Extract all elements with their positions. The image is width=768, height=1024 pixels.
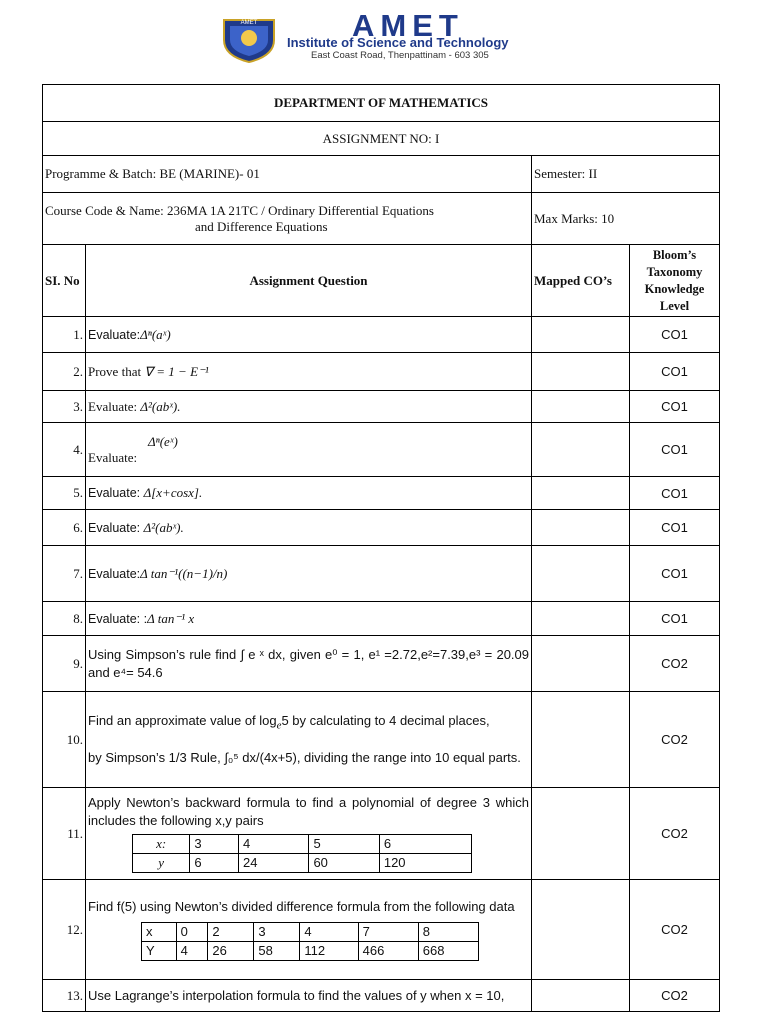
row-number: 8. <box>43 602 86 636</box>
table-cell: 466 <box>358 942 418 961</box>
table-cell: 5 <box>309 835 379 854</box>
mapped-co-cell <box>532 692 630 788</box>
blooms-level: CO1 <box>630 423 720 477</box>
question-cell <box>86 423 532 477</box>
assignment-table <box>42 84 720 1012</box>
row-number: 12. <box>43 880 86 980</box>
question-text-2: by Simpson’s 1/3 Rule, ∫₀⁵ dx/(4x+5), dividing the range into 10 equal parts. <box>88 749 521 765</box>
question-label: Evaluate: : <box>88 611 148 626</box>
table-cell: 26 <box>208 942 254 961</box>
table-row <box>43 692 720 788</box>
course-line-2: and Difference Equations <box>195 218 328 234</box>
blooms-level: CO1 <box>630 317 720 353</box>
question-expression: ∇ = 1 − E⁻¹ <box>144 363 209 379</box>
question-cell <box>86 510 532 546</box>
semester: Semester: II <box>532 156 720 193</box>
table-cell: x <box>142 923 177 942</box>
blooms-level: CO1 <box>630 477 720 510</box>
table-row <box>43 477 720 510</box>
table-cell: 4 <box>300 923 358 942</box>
mapped-co-cell <box>532 353 630 391</box>
blooms-level: CO1 <box>630 391 720 423</box>
xy-data-table <box>132 834 472 873</box>
question-text: Using Simpson’s rule find ∫ e ˣ dx, given e⁰ = 1, e¹ =2.72,e²=7.39,e³ = 20.09 and e⁴= 54.6 <box>86 636 532 692</box>
mapped-co-cell <box>532 636 630 692</box>
row-number: 13. <box>43 980 86 1012</box>
table-cell: 3 <box>254 923 300 942</box>
question-expression: Δ²(abˣ). <box>140 398 181 414</box>
question-label: Evaluate: <box>88 327 141 342</box>
blooms-level: CO1 <box>630 602 720 636</box>
mapped-co-cell <box>532 391 630 423</box>
blooms-level: CO1 <box>630 546 720 602</box>
question-cell <box>86 788 532 880</box>
department-title: DEPARTMENT OF MATHEMATICS <box>43 85 720 122</box>
row-number: 3. <box>43 391 86 423</box>
table-cell: 2 <box>208 923 254 942</box>
question-text: Apply Newton’s backward formula to find a polynomial of degree 3 which includes the following x,y pairs <box>88 795 529 828</box>
table-cell: 6 <box>190 854 239 873</box>
brand-name: AMET <box>352 8 464 43</box>
col-header-blooms: Bloom’s Taxonomy Knowledge Level <box>630 245 720 317</box>
row-number: 1. <box>43 317 86 353</box>
row-number: 11. <box>43 788 86 880</box>
table-cell: 58 <box>254 942 300 961</box>
mapped-co-cell <box>532 317 630 353</box>
question-label: Evaluate: <box>88 449 138 465</box>
institute-address: East Coast Road, Thenpattinam - 603 305 <box>311 50 489 61</box>
question-expression: Δⁿ(eˣ) <box>148 433 178 449</box>
mapped-co-cell <box>532 980 630 1012</box>
table-row <box>43 546 720 602</box>
blooms-level: CO2 <box>630 980 720 1012</box>
question-label: Prove that <box>88 363 145 379</box>
table-row <box>43 353 720 391</box>
question-label: Evaluate: <box>88 398 141 414</box>
logo-text: AMET <box>240 20 258 26</box>
blooms-level: CO1 <box>630 510 720 546</box>
blooms-level: CO2 <box>630 636 720 692</box>
mapped-co-cell <box>532 477 630 510</box>
course-line-1: Course Code & Name: 236MA 1A 21TC / Ordinary Differential Equations <box>45 202 434 218</box>
question-cell: Find an approximate value of $\log_e5$ by calculating to 4 decimal places, by Simpson’s 1/3 Rule, ∫₀⁵ dx/(4x+5), dividing the range into 10 equal parts. <box>86 692 532 788</box>
table-cell: 668 <box>418 942 478 961</box>
question-label: Evaluate: <box>88 486 144 500</box>
question-expression: Δⁿ(aˣ) <box>140 326 171 342</box>
table-row <box>43 510 720 546</box>
table-cell: 24 <box>239 854 309 873</box>
col-header-mapped-co: Mapped CO’s <box>532 245 630 317</box>
row-number: 2. <box>43 353 86 391</box>
institute-name: Institute of Science and Technology <box>287 35 509 50</box>
col-header-sno: SI. No <box>43 245 86 317</box>
table-cell: Y <box>142 942 177 961</box>
table-cell: 60 <box>309 854 379 873</box>
mapped-co-cell <box>532 546 630 602</box>
table-row <box>43 317 720 353</box>
question-text: Use Lagrange’s interpolation formula to find the values of y when x = 10, <box>86 980 532 1012</box>
row-number: 5. <box>43 477 86 510</box>
mapped-co-cell <box>532 880 630 980</box>
table-cell: 4 <box>176 942 208 961</box>
amet-logo-icon <box>220 14 278 64</box>
mapped-co-cell <box>532 510 630 546</box>
table-row <box>43 636 720 692</box>
table-cell: 0 <box>176 923 208 942</box>
mapped-co-cell <box>532 423 630 477</box>
question-cell <box>86 317 532 353</box>
row-number: 6. <box>43 510 86 546</box>
blooms-level: CO1 <box>630 353 720 391</box>
max-marks: Max Marks: 10 <box>532 193 720 245</box>
table-cell: 112 <box>300 942 358 961</box>
question-cell <box>86 353 532 391</box>
question-text-1b: 5 by calculating to 4 decimal places, <box>281 713 490 729</box>
table-row <box>43 423 720 477</box>
table-row <box>43 880 720 980</box>
table-cell: 8 <box>418 923 478 942</box>
question-label: Evaluate: <box>88 566 141 581</box>
table-cell: x: <box>133 835 190 854</box>
programme-batch: Programme & Batch: BE (MARINE)- 01 <box>43 156 532 193</box>
question-cell <box>86 880 532 980</box>
mapped-co-cell <box>532 602 630 636</box>
table-cell: 3 <box>190 835 239 854</box>
table-cell: 7 <box>358 923 418 942</box>
table-row <box>43 391 720 423</box>
question-text-1: Find an approximate value of log <box>88 713 277 729</box>
blooms-level: CO2 <box>630 880 720 980</box>
question-expression: Δ tan⁻¹((n−1)/n) <box>140 565 228 581</box>
blooms-level: CO2 <box>630 692 720 788</box>
assignment-number: ASSIGNMENT NO: I <box>43 122 720 156</box>
row-number: 10. <box>43 692 86 788</box>
table-cell: 6 <box>379 835 471 854</box>
mapped-co-cell <box>532 788 630 880</box>
table-row <box>43 980 720 1012</box>
table-row <box>43 602 720 636</box>
row-number: 7. <box>43 546 86 602</box>
table-row <box>43 788 720 880</box>
blooms-level: CO2 <box>630 788 720 880</box>
course-code-name <box>43 193 532 245</box>
question-cell <box>86 546 532 602</box>
col-header-question: Assignment Question <box>86 245 532 317</box>
question-expression: Δ tan⁻¹ x <box>147 610 195 626</box>
question-text: Find f(5) using Newton’s divided difference formula from the following data <box>88 899 515 914</box>
question-expression: Δ[x+cosx]. <box>143 485 203 500</box>
question-cell <box>86 391 532 423</box>
question-label: Evaluate: <box>88 520 144 535</box>
question-cell <box>86 477 532 510</box>
table-cell: 4 <box>239 835 309 854</box>
question-cell <box>86 602 532 636</box>
table-cell: y <box>133 854 190 873</box>
header <box>0 0 768 78</box>
question-expression: Δ²(abˣ). <box>143 519 184 535</box>
table-cell: 120 <box>379 854 471 873</box>
fx-data-table <box>141 922 479 961</box>
row-number: 9. <box>43 636 86 692</box>
row-number: 4. <box>43 423 86 477</box>
